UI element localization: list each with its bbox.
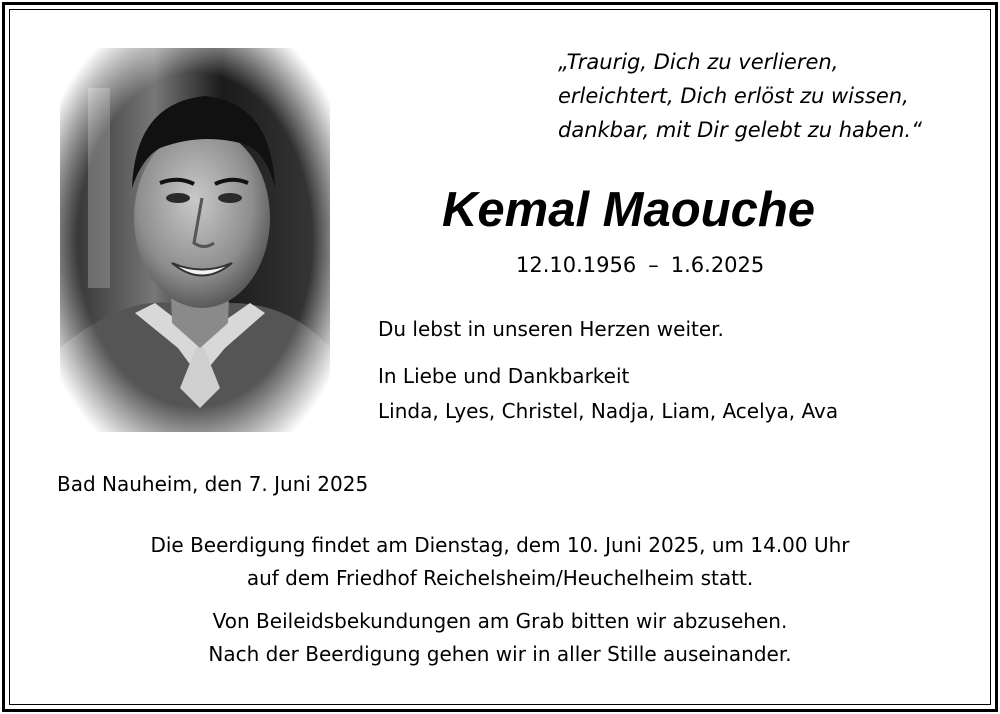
death-date: 1.6.2025 xyxy=(670,253,765,277)
life-dates xyxy=(516,250,764,280)
quote-line: „Traurig, Dich zu verlieren, xyxy=(558,50,839,74)
portrait-photo xyxy=(60,48,330,432)
quote-line: erleichtert, Dich erlöst zu wissen, xyxy=(558,84,909,108)
funeral-line: auf dem Friedhof Reichelsheim/Heuchelheim statt. xyxy=(246,566,754,590)
date-dash: – xyxy=(648,253,659,277)
birth-date: 12.10.1956 xyxy=(516,253,637,277)
mourners-names: Linda, Lyes, Christel, Nadja, Liam, Acelya, Ava xyxy=(378,399,839,423)
funeral-line: Die Beerdigung findet am Dienstag, dem 10. Juni 2025, um 14.00 Uhr xyxy=(150,533,850,557)
notice-line: Von Beileidsbekundungen am Grab bitten wir abzusehen. xyxy=(212,609,788,633)
mourners-intro: In Liebe und Dankbarkeit xyxy=(378,364,630,388)
memorial-message: Du lebst in unseren Herzen weiter. xyxy=(378,317,724,341)
memorial-quote xyxy=(558,45,922,147)
place-date: Bad Nauheim, den 7. Juni 2025 xyxy=(57,472,369,496)
deceased-name: Kemal Maouche xyxy=(442,183,816,237)
funeral-info xyxy=(0,529,1000,595)
quote-line: dankbar, mit Dir gelebt zu haben.“ xyxy=(558,118,922,142)
condolence-notice xyxy=(0,605,1000,671)
notice-line: Nach der Beerdigung gehen wir in aller Stille auseinander. xyxy=(208,642,792,666)
